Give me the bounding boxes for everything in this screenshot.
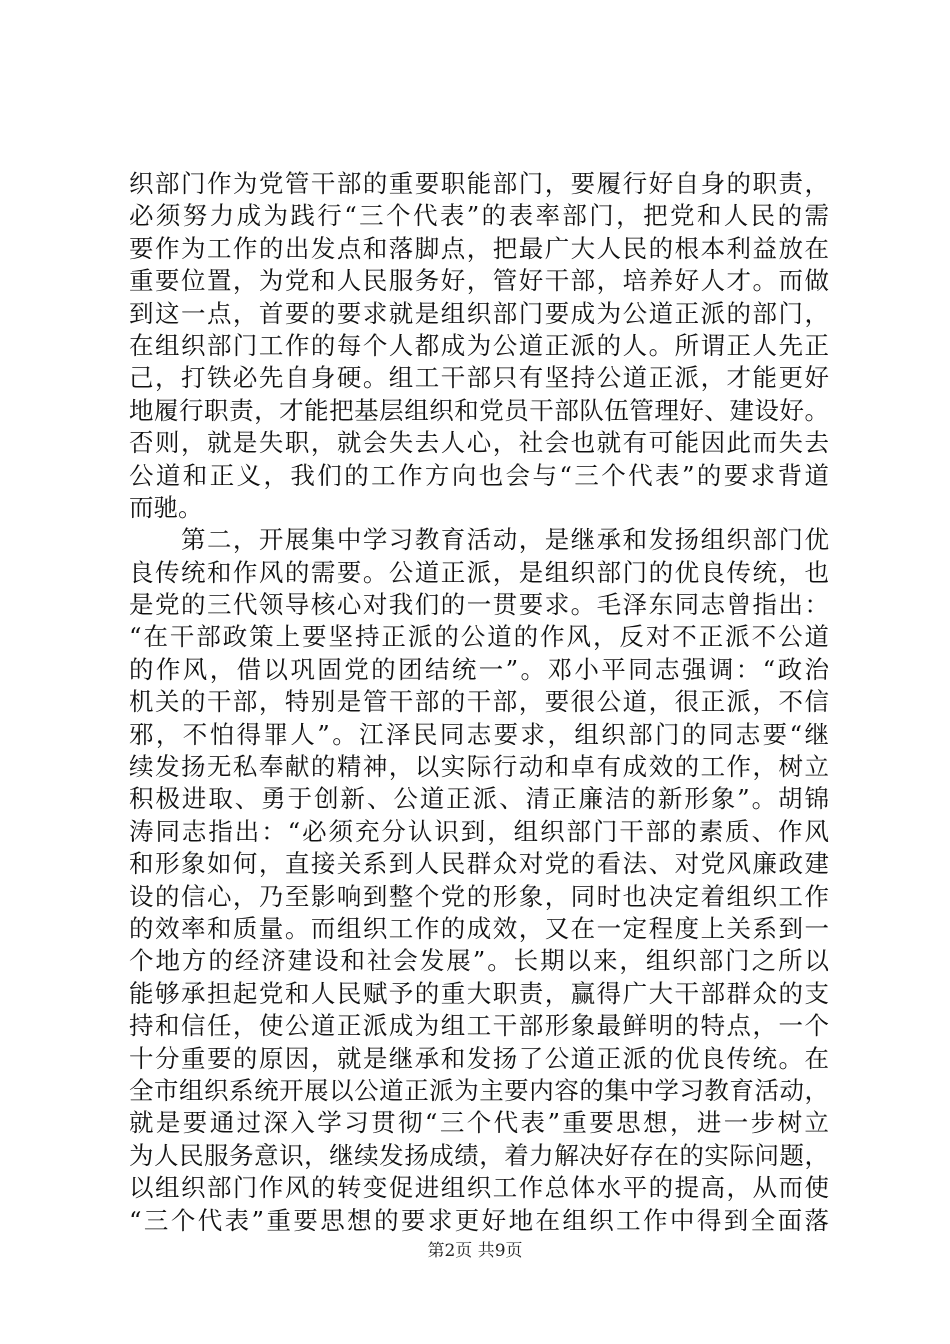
text-line: 是党的三代领导核心对我们的一贯要求。毛泽东同志曾指出： <box>129 590 829 620</box>
text-line: 己，打铁必先自身硬。组工干部只有坚持公道正派，才能更好 <box>129 363 829 393</box>
text-line: 持和信任，使公道正派成为组工干部形象最鲜明的特点，一个 <box>129 1011 829 1041</box>
text-line: 的作风，借以巩固党的团结统一”。邓小平同志强调：“政治 <box>129 654 829 684</box>
text-line: 为人民服务意识，继续发扬成绩，着力解决好存在的实际问题， <box>129 1140 829 1170</box>
text-line: 在组织部门工作的每个人都成为公道正派的人。所谓正人先正 <box>129 330 829 360</box>
text-line: “三个代表”重要思想的要求更好地在组织工作中得到全面落 <box>129 1205 829 1235</box>
text-line: 否则，就是失职，就会失去人心，社会也就有可能因此而失去 <box>129 428 829 458</box>
text-line: 地履行职责，才能把基层组织和党员干部队伍管理好、建设好。 <box>129 395 829 425</box>
page-number-footer: 第2页 共9页 <box>427 1241 523 1261</box>
text-line: 公道和正义，我们的工作方向也会与“三个代表”的要求背道 <box>129 460 829 490</box>
text-line: 而驰。 <box>129 492 203 522</box>
text-line: 设的信心，乃至影响到整个党的形象，同时也决定着组织工作 <box>129 881 829 911</box>
text-line: 就是要通过深入学习贯彻“三个代表”重要思想，进一步树立 <box>129 1108 829 1138</box>
text-line: 到这一点，首要的要求就是组织部门要成为公道正派的部门， <box>129 298 829 328</box>
text-line: 十分重要的原因，就是继承和发扬了公道正派的优良传统。在 <box>129 1043 829 1073</box>
text-line: “在干部政策上要坚持正派的公道的作风，反对不正派不公道 <box>129 622 829 652</box>
text-line: 邪，不怕得罪人”。江泽民同志要求，组织部门的同志要“继 <box>129 719 829 749</box>
text-line: 涛同志指出：“必须充分认识到，组织部门干部的素质、作风 <box>129 816 829 846</box>
text-line: 能够承担起党和人民赋予的重大职责，赢得广大干部群众的支 <box>129 978 829 1008</box>
text-line: 第二，开展集中学习教育活动，是继承和发扬组织部门优 <box>129 525 829 555</box>
text-line: 的效率和质量。而组织工作的成效，又在一定程度上关系到一 <box>129 913 829 943</box>
text-line: 个地方的经济建设和社会发展”。长期以来，组织部门之所以 <box>129 946 829 976</box>
text-line: 必须努力成为践行“三个代表”的表率部门，把党和人民的需 <box>129 201 829 231</box>
text-line: 良传统和作风的需要。公道正派，是组织部门的优良传统，也 <box>129 557 829 587</box>
text-line: 织部门作为党管干部的重要职能部门，要履行好自身的职责， <box>129 169 829 198</box>
text-line: 以组织部门作风的转变促进组织工作总体水平的提高，从而使 <box>129 1173 829 1203</box>
text-line: 重要位置，为党和人民服务好，管好干部，培养好人才。而做 <box>129 266 829 296</box>
text-line: 积极进取、勇于创新、公道正派、清正廉洁的新形象”。胡锦 <box>129 784 829 814</box>
body-text <box>129 168 829 1237</box>
text-line: 全市组织系统开展以公道正派为主要内容的集中学习教育活动， <box>129 1075 829 1105</box>
text-line: 要作为工作的出发点和落脚点，把最广大人民的根本利益放在 <box>129 233 829 263</box>
text-line: 续发扬无私奉献的精神，以实际行动和卓有成效的工作，树立 <box>129 752 829 782</box>
text-line: 和形象如何，直接关系到人民群众对党的看法、对党风廉政建 <box>129 849 829 879</box>
text-line: 机关的干部，特别是管干部的干部，要很公道，很正派，不信 <box>129 687 829 717</box>
